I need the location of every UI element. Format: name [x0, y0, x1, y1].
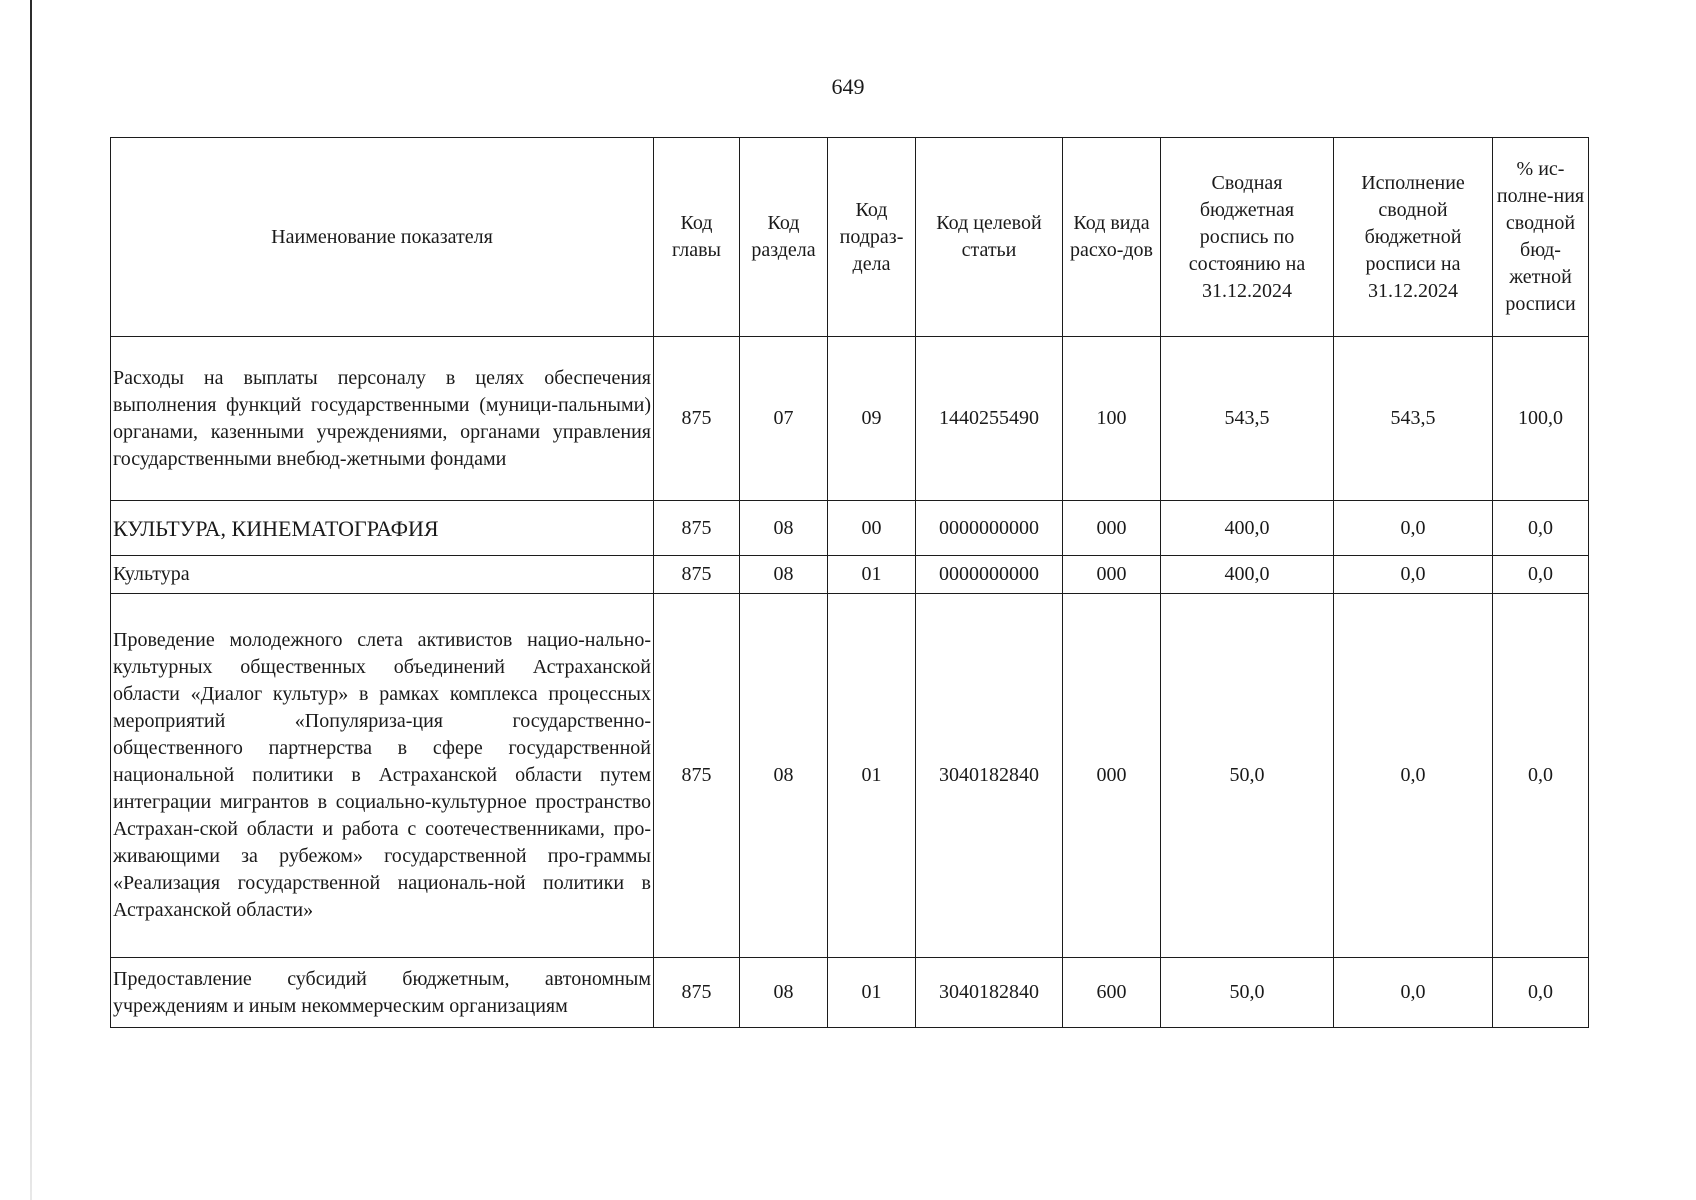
row-target: 1440255490 [916, 337, 1063, 501]
row-subsection: 09 [828, 337, 916, 501]
row-execution: 543,5 [1334, 337, 1493, 501]
row-chapter: 875 [654, 337, 740, 501]
row-chapter: 875 [654, 556, 740, 594]
row-target: 3040182840 [916, 958, 1063, 1028]
row-percent: 0,0 [1493, 501, 1589, 556]
row-plan: 400,0 [1161, 556, 1334, 594]
header-budget-plan: Сводная бюджетная роспись по состоянию на 31.12.2024 [1161, 138, 1334, 337]
row-expense-type: 000 [1063, 556, 1161, 594]
row-expense-type: 000 [1063, 501, 1161, 556]
row-execution: 0,0 [1334, 556, 1493, 594]
scan-edge-line [30, 0, 32, 1200]
row-execution: 0,0 [1334, 501, 1493, 556]
row-expense-type: 600 [1063, 958, 1161, 1028]
header-budget-execution: Исполнение сводной бюджетной росписи на 31.12.2024 [1334, 138, 1493, 337]
row-expense-type: 000 [1063, 594, 1161, 958]
row-name: Расходы на выплаты персоналу в целях обеспечения выполнения функций государственными (муници-пальными) органами, казенными учреждениями, органами управления государственными внебюд-жетными фондами [111, 337, 654, 501]
row-execution: 0,0 [1334, 594, 1493, 958]
row-subsection: 01 [828, 958, 916, 1028]
header-subsection-code: Код подраз-дела [828, 138, 916, 337]
row-name: Проведение молодежного слета активистов нацио-нально-культурных общественных объединений Астраханской области «Диалог культур» в рамках комплекса процессных мероприятий «Популяриза-ция государственно-общественного партнерства в сфере государственной национальной политики в Астраханской области путем интеграции мигрантов в социально-культурное пространство Астрахан-ской области и работа с соотечественниками, про-живающими за рубежом» государственной про-граммы «Реализация государственной националь-ной политики в Астраханской области» [111, 594, 654, 958]
row-percent: 0,0 [1493, 958, 1589, 1028]
budget-execution-table [110, 137, 1589, 1028]
row-target: 0000000000 [916, 501, 1063, 556]
row-plan: 50,0 [1161, 958, 1334, 1028]
header-section-code: Код раздела [740, 138, 828, 337]
row-subsection: 01 [828, 594, 916, 958]
row-subsection: 01 [828, 556, 916, 594]
table-row [111, 337, 1589, 501]
row-percent: 100,0 [1493, 337, 1589, 501]
row-chapter: 875 [654, 958, 740, 1028]
table-row [111, 594, 1589, 958]
row-percent: 0,0 [1493, 594, 1589, 958]
row-chapter: 875 [654, 501, 740, 556]
header-chapter-code: Код главы [654, 138, 740, 337]
row-section: 08 [740, 556, 828, 594]
table-row [111, 556, 1589, 594]
row-chapter: 875 [654, 594, 740, 958]
header-target-code: Код целевой статьи [916, 138, 1063, 337]
header-name: Наименование показателя [111, 138, 654, 337]
row-section: 08 [740, 958, 828, 1028]
header-expense-type-code: Код вида расхо-дов [1063, 138, 1161, 337]
row-subsection: 00 [828, 501, 916, 556]
row-target: 0000000000 [916, 556, 1063, 594]
table-row [111, 958, 1589, 1028]
row-section: 08 [740, 594, 828, 958]
row-name: Культура [111, 556, 654, 594]
row-plan: 50,0 [1161, 594, 1334, 958]
table-header-row [111, 138, 1589, 337]
row-plan: 543,5 [1161, 337, 1334, 501]
row-name: Предоставление субсидий бюджетным, автономным учреждениям и иным некоммерческим организациям [111, 958, 654, 1028]
row-name: КУЛЬТУРА, КИНЕМАТОГРАФИЯ [111, 501, 654, 556]
header-execution-percent: % ис-полне-ния сводной бюд-жетной росписи [1493, 138, 1589, 337]
row-expense-type: 100 [1063, 337, 1161, 501]
row-execution: 0,0 [1334, 958, 1493, 1028]
row-section: 07 [740, 337, 828, 501]
page-number: 649 [831, 74, 865, 99]
row-target: 3040182840 [916, 594, 1063, 958]
table-row [111, 501, 1589, 556]
row-section: 08 [740, 501, 828, 556]
row-percent: 0,0 [1493, 556, 1589, 594]
row-plan: 400,0 [1161, 501, 1334, 556]
